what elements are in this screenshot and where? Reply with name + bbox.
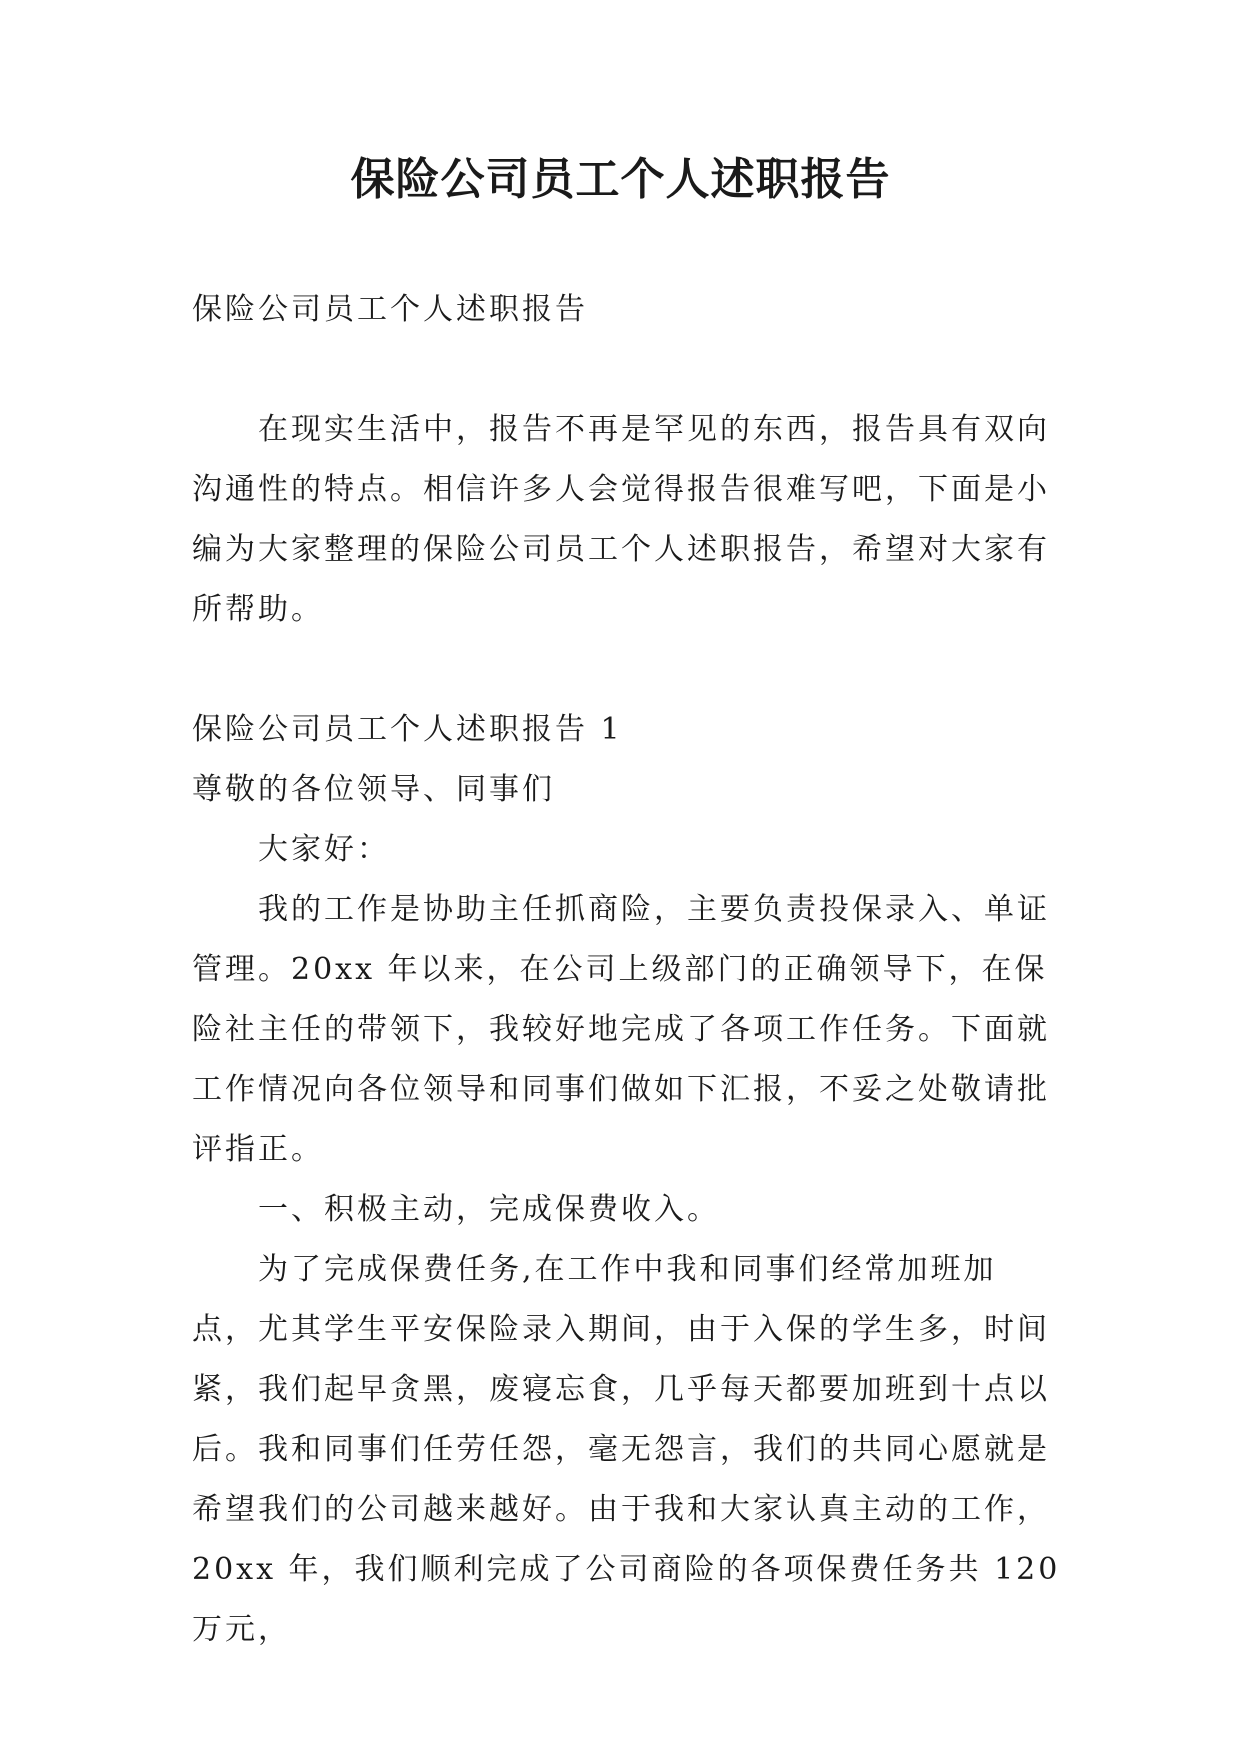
document-subtitle: 保险公司员工个人述职报告 — [192, 292, 588, 327]
greeting: 大家好： — [258, 832, 390, 867]
salutation: 尊敬的各位领导、同事们 — [192, 772, 555, 807]
point-heading: 一、积极主动，完成保费收入。 — [258, 1192, 720, 1227]
intro-paragraph: 在现实生活中，报告不再是罕见的东西，报告具有双向沟通性的特点。相信许多人会觉得报告很难写吧，下面是小编为大家整理的保险公司员工个人述职报告，希望对大家有所帮助。 — [192, 412, 1050, 627]
body-paragraph: 为了完成保费任务,在工作中我和同事们经常加班加点，尤其学生平安保险录入期间，由于入保的学生多，时间紧，我们起早贪黑，废寝忘食，几乎每天都要加班到十点以后。我和同事们任劳任怨，毫无怨言，我们的共同心愿就是希望我们的公司越来越好。由于我和大家认真主动的工作，20xx 年，我们顺利完成了公司商险的各项保费任务共 120 万元， — [192, 1252, 1073, 1647]
section-heading: 保险公司员工个人述职报告 1 — [192, 712, 623, 747]
document-title: 保险公司员工个人述职报告 — [350, 154, 891, 205]
document-body — [192, 280, 1073, 1660]
body-paragraph: 我的工作是协助主任抓商险，主要负责投保录入、单证管理。20xx 年以来，在公司上级部门的正确领导下，在保险社主任的带领下，我较好地完成了各项工作任务。下面就工作情况向各位领导和同事们做如下汇报，不妥之处敬请批评指正。 — [192, 892, 1050, 1167]
